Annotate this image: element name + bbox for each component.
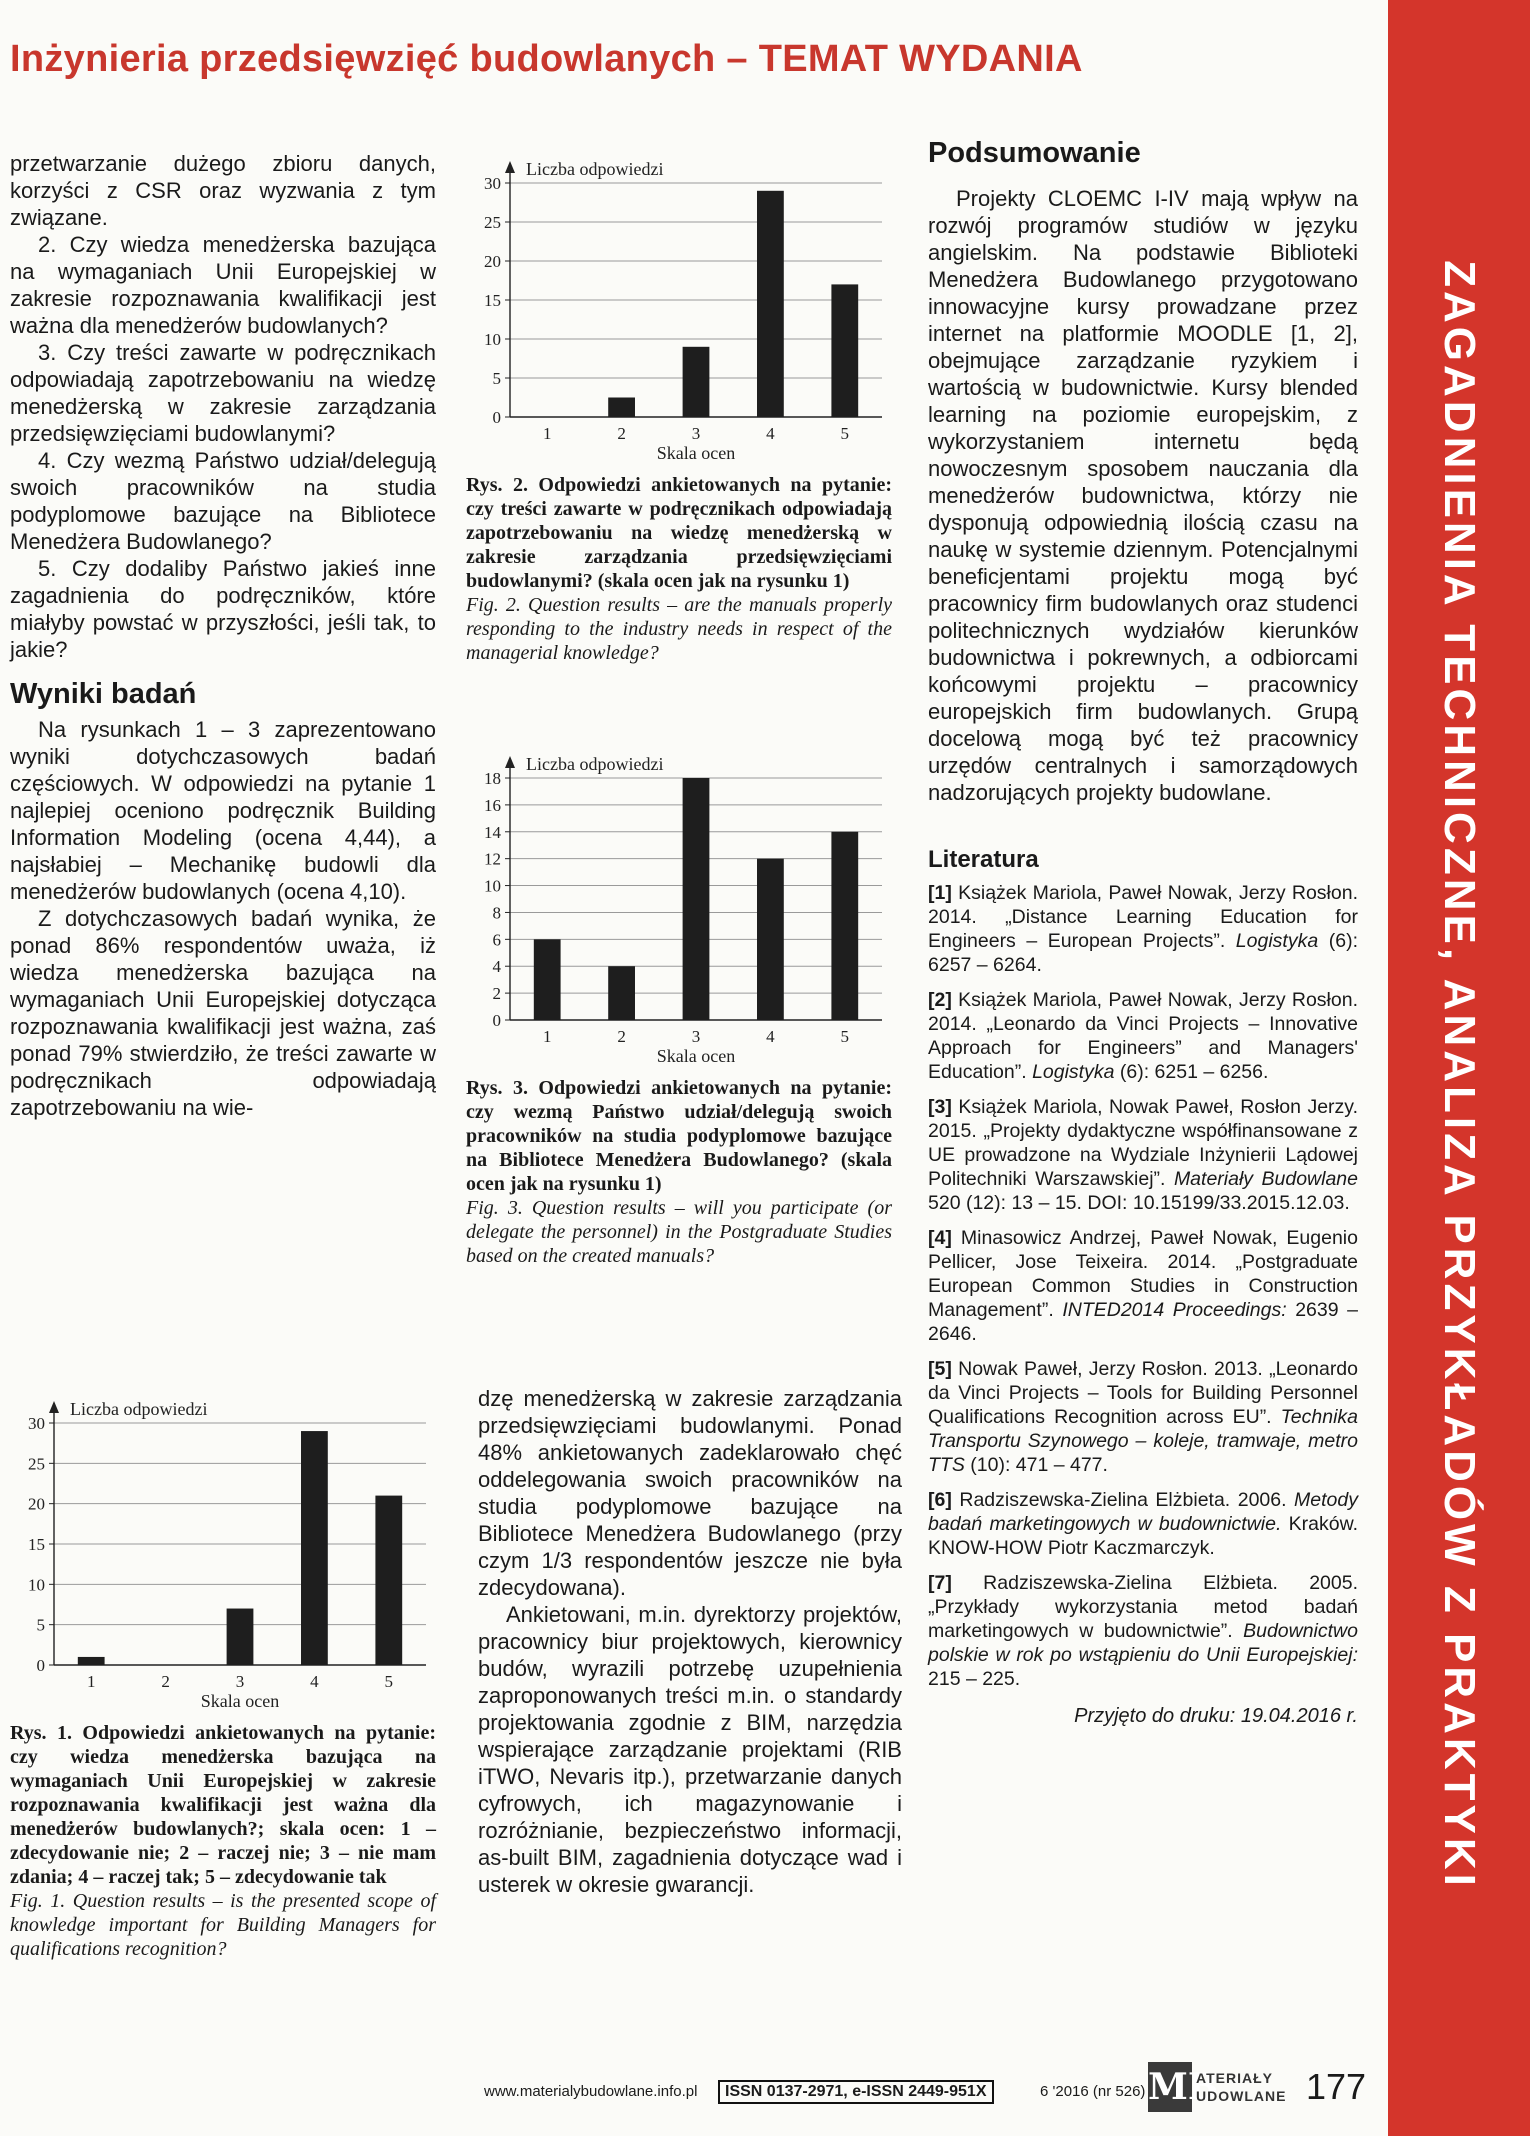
x-tick-label: 3 xyxy=(235,1672,245,1691)
x-tick-label: 1 xyxy=(542,1027,552,1046)
reference-tail: (10): 471 – 477. xyxy=(964,1454,1108,1476)
y-tick-label: 10 xyxy=(484,876,501,896)
reference-text: Książek Mariola, Nowak Paweł, Rosłon Jerzy. 2015. „Projekty dydaktyczne współfinansowane z UE prowadzone na Wydziale Inżynierii Lądowej Politechniki Warszawskiej”. xyxy=(928,1096,1358,1190)
bar xyxy=(831,832,858,1020)
reference-journal: Technika Transportu Szynowego – koleje, tramwaje, metro TTS xyxy=(928,1406,1358,1476)
x-axis-label: Skala ocen xyxy=(656,1046,736,1066)
reference-tail: (6): 6251 – 6256. xyxy=(1114,1061,1269,1083)
reference-text: Radziszewska-Zielina Elżbieta. 2006. xyxy=(951,1489,1295,1511)
reference-text: Książek Mariola, Paweł Nowak, Jerzy Rosłon. 2014. „Leonardo da Vinci Projects – Innovative Approach for Engineers” and Managers' Education”. xyxy=(928,989,1358,1083)
question-3: 3. Czy treści zawarte w podręcznikach odpowiadają zapotrzebowaniu na wiedzę menedżerską w zakresie zarządzania przedsięwzięciami budowlanymi? xyxy=(10,340,436,446)
reference-item xyxy=(928,881,1358,977)
footer-issue: 6 '2016 (nr 526) xyxy=(1040,2083,1146,2100)
section-heading-summary: Podsumowanie xyxy=(928,137,1141,169)
y-tick-label: 12 xyxy=(484,849,501,869)
chart-1 xyxy=(10,1395,436,1715)
x-tick-label: 5 xyxy=(384,1672,394,1691)
reference-number: [2] xyxy=(928,989,952,1011)
y-tick-label: 2 xyxy=(492,984,501,1004)
y-tick-label: 20 xyxy=(484,252,501,271)
x-tick-label: 5 xyxy=(840,424,850,443)
reference-tail: Kraków. KNOW-HOW Piotr Kaczmarczyk. xyxy=(928,1513,1358,1559)
reference-number: [3] xyxy=(928,1096,952,1118)
reference-number: [5] xyxy=(928,1358,952,1380)
reference-tail: 520 (12): 13 – 15. DOI: 10.15199/33.2015.12.03. xyxy=(928,1192,1350,1214)
y-tick-label: 5 xyxy=(36,1615,45,1635)
x-tick-label: 2 xyxy=(617,1027,626,1046)
figure-2-caption-pl: Rys. 2. Odpowiedzi ankietowanych na pytanie: czy treści zawarte w podręcznikach odpowiadają zapotrzebowaniu na wiedzę menedżerską w zakresie zarządzania przedsięwzięciami budowlanymi? (skala ocen jak na rysunku 1) xyxy=(466,474,892,592)
y-tick-label: 25 xyxy=(484,213,501,232)
reference-number: [1] xyxy=(928,882,952,904)
x-tick-label: 3 xyxy=(691,424,701,443)
section-band-text: ZAGADNIENIA TECHNICZNE, ANALIZA PRZYKŁADÓW Z PRAKTYKI xyxy=(1435,260,1484,1890)
question-5: 5. Czy dodaliby Państwo jakieś inne zagadnienia do podręczników, które miałyby powstać w przyszłości, jeśli tak, to jakie? xyxy=(10,556,436,662)
reference-item xyxy=(928,988,1358,1084)
y-axis-label: Liczba odpowiedzi xyxy=(526,754,664,774)
figure-3 xyxy=(466,750,892,1268)
y-axis-label: Liczba odpowiedzi xyxy=(70,1399,208,1419)
reference-journal: Budownictwo polskie w rok po wstąpieniu do Unii Europejskiej: xyxy=(928,1620,1358,1666)
x-tick-label: 1 xyxy=(542,424,552,443)
y-tick-label: 15 xyxy=(28,1535,45,1554)
bar xyxy=(534,939,561,1020)
x-tick-label: 4 xyxy=(766,424,775,443)
y-tick-label: 25 xyxy=(28,1454,45,1474)
bar xyxy=(375,1496,402,1665)
bar xyxy=(757,191,784,417)
reference-item xyxy=(928,1571,1358,1691)
figure-1 xyxy=(10,1395,436,1961)
reference-item xyxy=(928,1226,1358,1346)
figure-2-caption-en: Fig. 2. Question results – are the manuals properly responding to the industry needs in respect of the managerial knowledge? xyxy=(466,594,892,664)
x-tick-label: 3 xyxy=(691,1027,701,1046)
results-paragraph-2: Z dotychczasowych badań wynika, że ponad 86% respondentów uważa, iż wiedza menedżerska bazująca na wymaganiach Unii Europejskiej dotycząca rozpoznawania kwalifikacji jest ważna, zaś ponad 79% stwierdziło, że treści zawarte w podręcznikach odpowiadają zapotrzebowaniu na wie- xyxy=(10,906,436,1120)
bar xyxy=(301,1431,328,1665)
y-tick-label: 16 xyxy=(484,795,501,815)
column-2 xyxy=(478,1385,902,1898)
bar xyxy=(78,1657,105,1665)
bar xyxy=(683,778,710,1020)
y-tick-label: 0 xyxy=(492,1011,501,1030)
reference-journal: Logistyka xyxy=(1032,1061,1115,1083)
reference-item xyxy=(928,1357,1358,1477)
bar xyxy=(831,284,858,417)
reference-tail: 215 – 225. xyxy=(928,1668,1021,1690)
x-tick-label: 1 xyxy=(86,1672,96,1691)
section-heading-results: Wyniki badań xyxy=(10,678,197,710)
y-axis-label: Liczba odpowiedzi xyxy=(526,159,664,179)
bar xyxy=(227,1609,254,1665)
figure-3-caption-en: Fig. 3. Question results – will you participate (or delegate the personnel) in the Postgraduate Studies based on the created manuals? xyxy=(466,1197,892,1267)
reference-text: Radziszewska-Zielina Elżbieta. 2005. „Przykłady wykorzystania metod badań marketingowych w budownictwie”. xyxy=(928,1572,1358,1642)
logo-text-top: ATERIAŁY xyxy=(1196,2070,1273,2086)
chart-2 xyxy=(466,155,892,467)
figure-3-caption xyxy=(466,1076,892,1268)
x-tick-label: 5 xyxy=(840,1027,850,1046)
reference-number: [6] xyxy=(928,1489,952,1511)
y-tick-label: 4 xyxy=(492,957,501,977)
logo-text-bottom: UDOWLANE xyxy=(1196,2088,1287,2104)
figure-1-caption-en: Fig. 1. Question results – is the presented scope of knowledge important for Building Managers for qualifications recognition? xyxy=(10,1890,436,1960)
page-title: Inżynieria przedsięwzięć budowlanych – TEMAT WYDANIA xyxy=(10,38,1083,80)
bar xyxy=(683,347,710,417)
reference-text: Nowak Paweł, Jerzy Rosłon. 2013. „Leonardo da Vinci Projects – Tools for Building Personnel Qualifications Recognition across EU”. xyxy=(928,1358,1358,1428)
bar xyxy=(608,966,635,1020)
figure-2-caption xyxy=(466,473,892,665)
x-axis-label: Skala ocen xyxy=(200,1691,280,1711)
reference-journal: Logistyka xyxy=(1235,930,1319,952)
section-band-label xyxy=(1388,0,1530,2136)
column-1 xyxy=(10,150,436,1121)
question-list-1: przetwarzanie dużego zbioru danych, korzyści z CSR oraz wyzwania z tym związane. xyxy=(10,151,436,230)
y-tick-label: 10 xyxy=(484,330,501,349)
body-paragraph-continued: dzę menedżerską w zakresie zarządzania przedsięwzięciami budowlanymi. Ponad 48% ankietowanych zadeklarowało chęć oddelegowania swoich pracowników na studia podyplomowe bazujące na Bibliotece Menedżera Budowlanego (przy czym 1/3 respondentów jeszcze nie była zdecydowana). xyxy=(478,1386,902,1600)
y-tick-label: 15 xyxy=(484,291,501,310)
magazine-logo xyxy=(1148,2058,1287,2114)
summary-paragraph: Projekty CLOEMC I-IV mają wpływ na rozwój programów studiów w języku angielskim. Na podstawie Biblioteki Menedżera Budowlanego przygotowano innowacyjne kursy prowadzane przez internet na platformie MOODLE [1, 2], obejmujące zarządzanie ryzykiem i wartością w budownictwie. Kursy blended learning na poziomie europejskim, z wykorzystaniem internetu będą nowoczesnym sposobem nauczania dla menedżerów budownictwa, którzy nie dysponują odpowiednią ilością czasu na naukę w systemie dziennym. Potencjalnymi beneficjentami projektu mogą być pracownicy firm budowlanych oraz studenci politechnicznych wydziałów kierunków budownictwa i pokrewnych, a odbiorcami końcowymi projektu – pracownicy europejskich firm budowlanych. Grupą docelową mogą być też pracownicy urzędów centralnych i samorządowych nadzorujących projekty budowlane. xyxy=(928,186,1358,805)
reference-journal: Metody badań marketingowych w budownictwie. xyxy=(928,1489,1358,1535)
x-tick-label: 2 xyxy=(161,1672,170,1691)
page-number: 177 xyxy=(1306,2066,1367,2107)
figure-1-caption-pl: Rys. 1. Odpowiedzi ankietowanych na pytanie: czy wiedza menedżerska bazująca na wymaganiach Unii Europejskiej w zakresie rozpoznawania kwalifikacji jest ważna dla menedżerów budowlanych?; skala ocen: 1 – zdecydowanie nie; 2 – raczej nie; 3 – nie mam zdania; 4 – raczej tak; 5 – zdecydowanie tak xyxy=(10,1722,436,1888)
y-tick-label: 14 xyxy=(484,822,501,842)
figure-1-caption xyxy=(10,1721,436,1961)
results-paragraph-1: Na rysunkach 1 – 3 zaprezentowano wyniki dotychczasowych badań częściowych. W odpowiedzi na pytanie 1 najlepiej oceniono podręcznik Building Information Modeling (ocena 4,44), a najsłabiej – Mechanikę budowli dla menedżerów budowlanych (ocena 4,10). xyxy=(10,717,436,904)
x-tick-label: 4 xyxy=(310,1672,319,1691)
reference-number: [7] xyxy=(928,1572,952,1594)
y-axis-arrow xyxy=(505,756,515,768)
y-axis-arrow xyxy=(505,161,515,173)
y-tick-label: 20 xyxy=(28,1494,45,1514)
bar xyxy=(608,398,635,418)
y-tick-label: 5 xyxy=(492,369,501,388)
logo-mark: MB xyxy=(1148,2062,1192,2112)
reference-text: Minasowicz Andrzej, Paweł Nowak, Eugenio Pellicer, Jose Teixeira. 2014. „Postgraduate European Common Studies in Construction Management”. xyxy=(928,1227,1358,1321)
y-tick-label: 18 xyxy=(484,769,501,788)
footer-issn: ISSN 0137-2971, e-ISSN 2449-951X xyxy=(718,2080,994,2104)
footer-url[interactable]: www.materialybudowlane.info.pl xyxy=(484,2083,698,2100)
reference-tail: 2639 – 2646. xyxy=(928,1299,1359,1345)
x-tick-label: 2 xyxy=(617,424,626,443)
reference-tail: (6): 6257 – 6264. xyxy=(928,930,1358,976)
body-paragraph-needs: Ankietowani, m.in. dyrektorzy projektów, pracownicy biur projektowych, kierownicy budów, wyrazili potrzebę uzupełnienia zaproponowanych treści m.in. o standardy projektowania zgodnie z BIM, narzędzia wspierające zarządzanie projektami (RIB iTWO, Nevaris itp.), przetwarzanie danych cyfrowych, ich magazynowanie i rozróżnianie, bezpieczeństwo informacji, as-built BIM, zagadnienia dotyczące wad i usterek w okresie gwarancji. xyxy=(478,1602,902,1897)
column-3 xyxy=(928,137,1359,1730)
section-heading-literature: Literatura xyxy=(928,846,1039,873)
question-4: 4. Czy wezmą Państwo udział/delegują swoich pracowników na studia podyplomowe bazujące na Bibliotece Menedżera Budowlanego? xyxy=(10,448,436,554)
chart-3 xyxy=(466,750,892,1070)
y-tick-label: 0 xyxy=(492,408,501,427)
reference-item xyxy=(928,1095,1358,1215)
y-tick-label: 10 xyxy=(28,1575,45,1595)
x-axis-label: Skala ocen xyxy=(656,443,736,463)
reference-item xyxy=(928,1488,1358,1560)
y-tick-label: 8 xyxy=(492,903,501,923)
y-axis-arrow xyxy=(49,1401,59,1413)
question-2: 2. Czy wiedza menedżerska bazująca na wymaganiach Unii Europejskiej w zakresie rozpoznawania kwalifikacji jest ważna dla menedżerów budowlanych? xyxy=(10,232,436,338)
y-tick-label: 30 xyxy=(484,174,501,193)
reference-text: Książek Mariola, Paweł Nowak, Jerzy Rosłon. 2014. „Distance Learning Education for Engineers – European Projects”. xyxy=(928,882,1358,952)
figure-3-caption-pl: Rys. 3. Odpowiedzi ankietowanych na pytanie: czy wezmą Państwo udział/delegują swoich pracowników na studia podyplomowe bazujące na Bibliotece Menedżera Budowlanego? (skala ocen jak na rysunku 1) xyxy=(466,1077,892,1195)
y-tick-label: 0 xyxy=(36,1656,45,1675)
received-date: Przyjęto do druku: 19.04.2016 r. xyxy=(1074,1705,1358,1727)
reference-journal: INTED2014 Proceedings: xyxy=(1062,1299,1287,1321)
reference-list xyxy=(928,881,1358,1691)
reference-journal: Materiały Budowlane xyxy=(1173,1168,1358,1190)
reference-number: [4] xyxy=(928,1227,952,1249)
y-tick-label: 30 xyxy=(28,1414,45,1433)
x-tick-label: 4 xyxy=(766,1027,775,1046)
figure-2 xyxy=(466,155,892,665)
y-tick-label: 6 xyxy=(492,930,501,950)
bar xyxy=(757,859,784,1020)
